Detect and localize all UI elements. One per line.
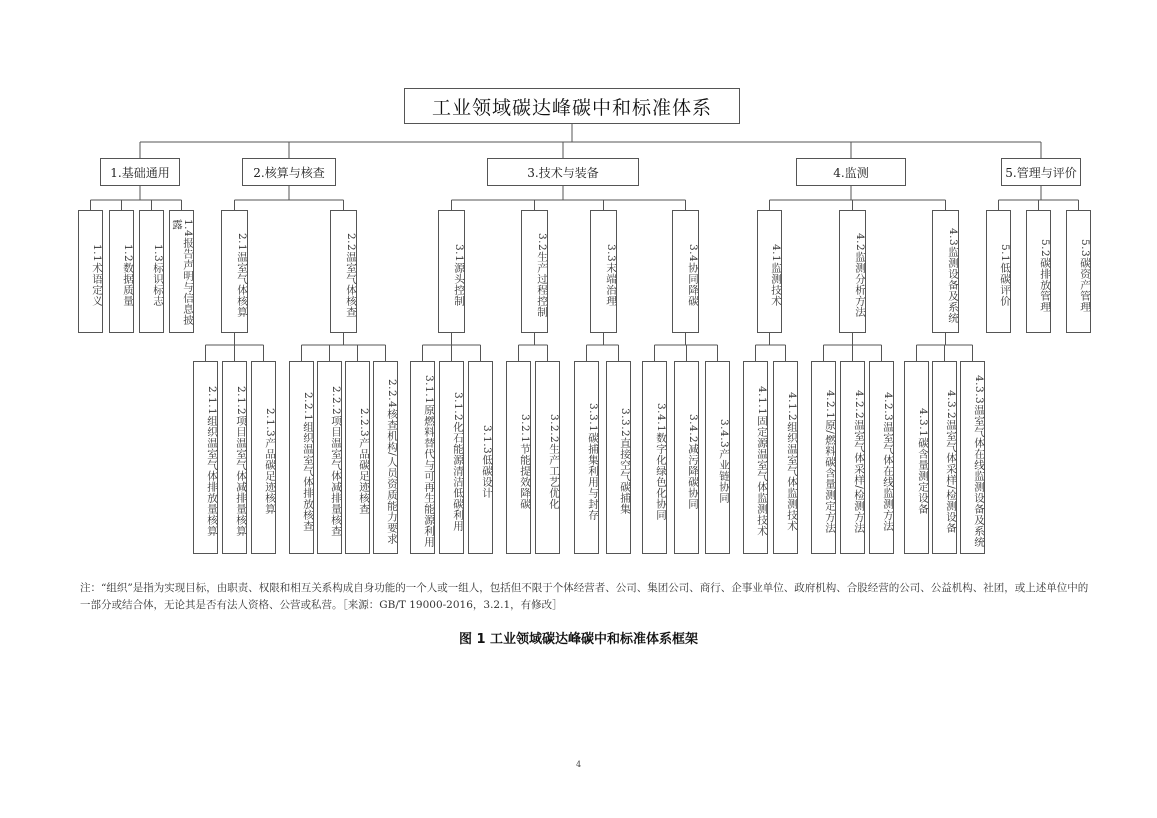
- diagram-title-box: 工业领域碳达峰碳中和标准体系: [404, 88, 740, 124]
- level2-box-14: 5.1低碳评价: [986, 210, 1011, 333]
- level1-box-4: 4.监测: [796, 158, 906, 186]
- level2-box-13: 4.3监测设备及系统: [932, 210, 959, 333]
- level2-box-4: 1.4报告声明与信息披露: [169, 210, 194, 333]
- level2-box-9: 3.3末端治理: [590, 210, 617, 333]
- level1-box-2: 2.核算与核查: [242, 158, 336, 186]
- level3-box-13: 3.3.1碳捕集利用与封存: [574, 361, 599, 554]
- level3-box-7: 2.2.4核查机构/人员资质能力要求: [373, 361, 398, 554]
- level1-box-3: 3.技术与装备: [487, 158, 639, 186]
- level2-box-10: 3.4协同降碳: [672, 210, 699, 333]
- level3-box-5: 2.2.2项目温室气体减排量核查: [317, 361, 342, 554]
- level2-box-2: 1.2数据质量: [109, 210, 134, 333]
- level2-box-15: 5.2碳排放管理: [1026, 210, 1051, 333]
- level3-box-8: 3.1.1原燃料替代与可再生能源利用: [410, 361, 435, 554]
- level3-box-9: 3.1.2化石能源清洁低碳利用: [439, 361, 464, 554]
- level3-box-21: 4.2.2温室气体采样/检测方法: [840, 361, 865, 554]
- level3-box-17: 3.4.3产业链协同: [705, 361, 730, 554]
- level3-box-1: 2.1.1组织温室气体排放量核算: [193, 361, 218, 554]
- level2-box-16: 5.3碳资产管理: [1066, 210, 1091, 333]
- level1-box-5: 5.管理与评价: [1001, 158, 1081, 186]
- level3-box-2: 2.1.2项目温室气体减排量核算: [222, 361, 247, 554]
- level3-box-10: 3.1.3低碳设计: [468, 361, 493, 554]
- level3-box-25: 4.3.3温室气体在线监测设备及系统: [960, 361, 985, 554]
- level1-box-1: 1.基础通用: [100, 158, 180, 186]
- level2-box-8: 3.2生产过程控制: [521, 210, 548, 333]
- level3-box-14: 3.3.2直接空气碳捕集: [606, 361, 631, 554]
- level3-box-18: 4.1.1固定源温室气体监测技术: [743, 361, 768, 554]
- level3-box-23: 4.3.1碳含量测定设备: [904, 361, 929, 554]
- level3-box-11: 3.2.1节能提效降碳: [506, 361, 531, 554]
- level3-box-6: 2.2.3产品碳足迹核查: [345, 361, 370, 554]
- level2-box-11: 4.1监测技术: [757, 210, 782, 333]
- level3-box-4: 2.2.1组织温室气体排放核查: [289, 361, 314, 554]
- level2-box-7: 3.1源头控制: [438, 210, 465, 333]
- level3-box-15: 3.4.1数字化绿色化协同: [642, 361, 667, 554]
- page-number: 4: [575, 760, 582, 769]
- level3-box-16: 3.4.2减污降碳协同: [674, 361, 699, 554]
- level2-box-12: 4.2监测分析方法: [839, 210, 866, 333]
- level3-box-20: 4.2.1原/燃料碳含量测定方法: [811, 361, 836, 554]
- level2-box-5: 2.1温室气体核算: [221, 210, 248, 333]
- level3-box-22: 4.2.3温室气体在线监测方法: [869, 361, 894, 554]
- level3-box-24: 4.3.2温室气体采样/检测设备: [932, 361, 957, 554]
- level3-box-12: 3.2.2生产工艺优化: [535, 361, 560, 554]
- figure-caption: 图 1 工业领域碳达峰碳中和标准体系框架: [458, 632, 699, 647]
- footnote: 注：“组织”是指为实现目标，由职责、权限和相互关系构成自身功能的一个人或一组人，包括但不限于个体经营者、公司、集团公司、商行、企事业单位、政府机构、合股经营的公司、公益机构、社团，或上述单位中的一部分或结合体，无论其是否有法人资格、公营或私营。［来源：GB/T 19000-2016，3.2.1，有修改］: [80, 582, 1089, 611]
- level2-box-6: 2.2温室气体核查: [330, 210, 357, 333]
- level2-box-3: 1.3标识标志: [139, 210, 164, 333]
- level3-box-19: 4.1.2组织温室气体监测技术: [773, 361, 798, 554]
- level2-box-1: 1.1术语定义: [78, 210, 103, 333]
- level3-box-3: 2.1.3产品碳足迹核算: [251, 361, 276, 554]
